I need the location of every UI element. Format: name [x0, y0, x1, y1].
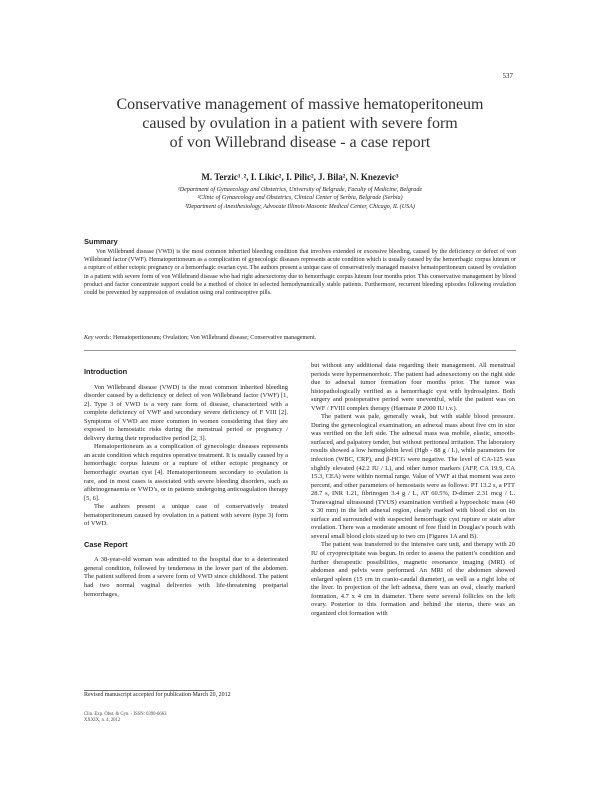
journal-line: Clin. Exp. Obst. & Gyn. - ISSN: 0390-6663 [84, 712, 167, 717]
journal-info [84, 712, 166, 724]
case-paragraph: but without any additional data regarding their management. All menstrual periods were hypermenorrhoic. The patient had adnexectomy on the right side due to adnexal tumor formation four months prior. The tumor was histopathologically verified as a hemorrhagic cyst with hydrosalpinx. Both surgery and postoperative period were uneventful, while the patient was on VWF / FVIII complex therapy (Haemate P 2000 IU i.v.). [311, 362, 515, 412]
journal-line: XXXIX, n. 4, 2012 [84, 718, 121, 724]
title-line: Conservative management of massive hematoperitoneum [116, 96, 484, 113]
keywords-label: Key words: [84, 335, 112, 341]
summary-text: Von Willebrand disease (VWD) is the most common inherited bleeding condition that involves extended or excessive bleeding, caused by the deficiency or defect of von Willebrand factor (VWF). Hematoperitoneum as a complication of gynecologic diseases represents acute condition which is usually caused by the hemorrhagic corpus luteum or a rupture of either ectopic pregnancy or a hemorrhagic ovarian cyst. The authors present a unique case of conservatively managed massive hematoperitoneum caused by ovulation in a patient with severe form of von Willebrand disease who had right adnexectomy due to hemorrhagic corpus luteum four months prior. This conservative management by blood product and factor concentrate support could be a method of choice in selected hemodynamically stable patients. Furthermore, recurrent bleeding episodes following ovulation could be prevented by suppression of ovulation using oral contraceptive pills. [84, 249, 516, 296]
keywords [84, 335, 516, 341]
intro-paragraph: Hematoperitoneum as a complication of gynecologic diseases represents an acute condition which requires operative treatment. It is usually caused by a hemorrhagic corpus luteum or a rupture of either ectopic pregnancy or hemorrhagic ovarian cyst [4]. Hematoperitoneum secondary to ovulation is rare, and in most cases is associated with severe bleeding disorders, such as afibrinogenaemia or VWD’s, or in patients undergoing anticoagulation therapy [5, 6]. [84, 443, 288, 502]
case-report-heading: Case Report [84, 539, 128, 549]
introduction-heading: Introduction [84, 367, 128, 376]
page-number: 537 [502, 72, 513, 80]
title-line: caused by ovulation in a patient with severe form [142, 115, 458, 132]
affiliation: ³Department of Anesthesiology, Advocate Illinois Masonic Medical Center, Chicago, IL (USA) [185, 203, 415, 210]
footnote-divider [84, 690, 214, 691]
title-line: of von Willebrand disease - a case report [169, 134, 431, 151]
affiliation: ¹Department of Gynaecology and Obstetrics, University of Belgrade, Faculty of Medicine, Belgrade [177, 187, 423, 193]
summary-heading: Summary [84, 237, 118, 246]
intro-paragraph: Von Willebrand disease (VWD) is the most common inherited bleeding disorder caused by a deficiency or defect of von Willebrand factor (VWF) [1, 2]. Type 3 of VWD is a very rare form of disease, characterized with a complete deficiency of VWF and secondary severe deficiency of F VIII [2]. Symptoms of VWD are more common in women considering that they are exposed to hemostatic risks during the menstrual period or pregnancy / delivery during their reproductive period [2, 3]. [84, 383, 288, 442]
author-list: M. Terzic¹˒², I. Likic², I. Pilic², J. Bila², N. Knezevic³ [201, 172, 399, 182]
summary-section [84, 238, 516, 297]
case-paragraph: The patient was pale, generally weak, but with stable blood pressure. During the gynecological examination, an adnexal mass about five cm in size was verified on the left side. The adnexal mass was mobile, elastic, smooth-surfaced, and palpatory tender, but without peritoneal irritation. The laboratory results showed a low hemoglobin level (Hgb - 88 g / L), while parameters for infection (WBC, CRP), and β-HCG were negative. The level of CA-125 was slightly elevated (42.2 IU / L), and other tumor markers (AFP, CA 19.9, CA 15.3, CEA) were within normal range. Value of VWF at that moment was zero percent, and other parameters of hemostasis were as follows: PT 13.2 s, a PTT 28.7 s, INR 1.21, fibrinogen 3.4 g / L, AT 60.5%, D-dimer 2.31 mcg / L. Transvaginal ultrasound (TVUS) examination verified a hypoechoic mass (40 x 30 mm) in the left adnexal region, clearly marked with blood clot on its surface and surrounded with suspected hemorrhagic cyst rupture or state after ovulation. There was a moderate amount of free fluid in Douglas’s pouch with several small blood clots sized up to two cm (Figures 1A and B). [311, 413, 515, 540]
keywords-text: Hematoperitoneum; Ovulation; Von Willebrand disease; Conservative management. [111, 335, 317, 341]
case-paragraph: A 38-year-old woman was admitted to the hospital due to a deteriorated general condition, followed by tenderness in the lower part of the abdomen. The patient suffered from a severe form of VWD since childhood. The patient had two normal vaginal deliveries with life-threatening postpartal hemorrhages, [84, 556, 288, 598]
case-paragraph: The patient was transferred to the intensive care unit, and therapy with 20 IU of cryoprecipitate was begun. In order to assess the patient’s condition and further therapeutic possibilities, magnetic resonance imaging (MRI) of abdomen and pelvis were performed. An MRI of the abdomen showed enlarged spleen (15 cm in cranio-caudal diameter), as well as a right lobe of the liver. In projection of the left adnexa, there was an oval, clearly marked formation, 4.7 x 4 cm in diameter. There were several follicles on the left ovary. Posterior to this formation and behind the uterus, there was an organized clot formation with [311, 541, 515, 617]
section-divider [84, 350, 516, 351]
affiliation: ²Clinic of Gynaecology and Obstetrics, Clinical Center of Serbia, Belgrade (Serbia) [197, 195, 403, 202]
article-title [60, 95, 540, 152]
footnote: Revised manuscript accepted for publication March 20, 2012 [84, 692, 231, 698]
left-column [84, 368, 288, 599]
intro-paragraph: The authors present a unique case of conservatively treated hematoperitoneum caused by ovulation in a patient with severe (type 3) form of VWD. [84, 503, 288, 528]
affiliations [60, 186, 540, 211]
right-column [311, 362, 515, 618]
